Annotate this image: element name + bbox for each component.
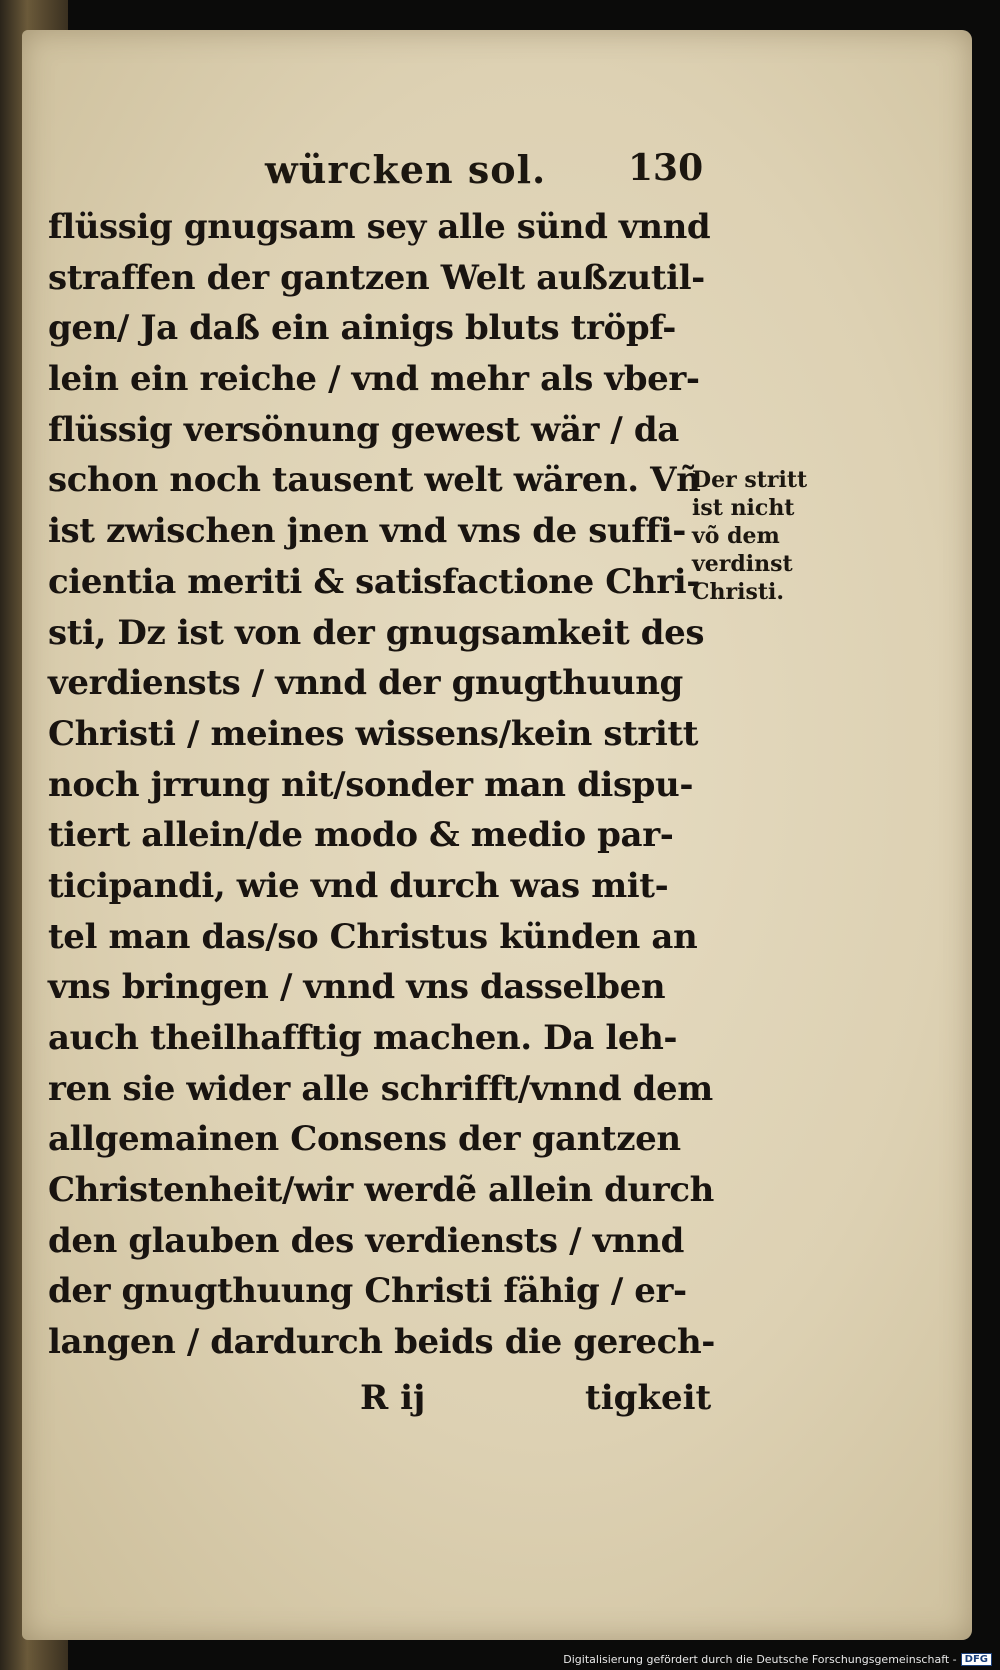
text-line: noch jrrung nit/sonder man dispu- <box>48 764 694 805</box>
text-line: straffen der gantzen Welt außzutil- <box>48 257 705 298</box>
catchword: tigkeit <box>585 1378 712 1418</box>
text-line: flüssig versönung gewest wär / da <box>48 409 679 450</box>
marginal-note-line: verdinst <box>692 551 793 577</box>
text-line: der gnugthuung Christi fähig / er- <box>48 1271 687 1312</box>
text-line: Christenheit/wir werdẽ allein durch <box>48 1170 714 1211</box>
text-line: ren sie wider alle schrifft/vnnd dem <box>48 1068 713 1109</box>
text-line: sti, Dz ist von der gnugsamkeit des <box>48 612 705 653</box>
marginal-note <box>692 466 842 606</box>
text-line: vns bringen / vnnd vns dasselben <box>48 967 666 1008</box>
text-line: lein ein reiche / vnd mehr als vber- <box>48 359 700 400</box>
credit-text: Digitalisierung gefördert durch die Deutsche Forschungsgemeinschaft - <box>563 1653 957 1666</box>
text-line: langen / dardurch beids die gerech- <box>48 1322 715 1363</box>
text-line: allgemainen Consens der gantzen <box>48 1119 681 1160</box>
text-line: cientia meriti & satisfactione Chri- <box>48 561 700 602</box>
marginal-note-line: Der stritt <box>692 467 808 493</box>
dfg-logo: DFG <box>961 1653 992 1666</box>
text-line: verdiensts / vnnd der gnugthuung <box>48 663 683 704</box>
text-line: schon noch tausent welt wären. Vñ <box>48 460 701 501</box>
text-line: tel man das/so Christus künden an <box>48 916 698 957</box>
text-line: ist zwischen jnen vnd vns de suffi- <box>48 511 686 552</box>
text-line: den glauben des verdiensts / vnnd <box>48 1220 684 1261</box>
marginal-note-line: Christi. <box>692 579 785 605</box>
text-line: tiert allein/de modo & medio par- <box>48 815 674 856</box>
text-line: flüssig gnugsam sey alle sünd vnnd <box>48 207 711 247</box>
body-text <box>48 202 715 1368</box>
marginal-note-line: võ dem <box>692 523 780 549</box>
running-head: würcken sol. <box>265 147 547 192</box>
page-number: 130 <box>628 147 704 189</box>
digitization-credit <box>563 1653 992 1666</box>
text-line: Christi / meines wissens/kein stritt <box>48 713 699 754</box>
marginal-note-line: ist nicht <box>692 495 795 521</box>
text-line: gen/ Ja daß ein ainigs bluts tröpf- <box>48 308 676 349</box>
text-line: ticipandi, wie vnd durch was mit- <box>48 865 669 906</box>
signature-mark: R ij <box>360 1378 426 1418</box>
text-line: auch theilhafftig machen. Da leh- <box>48 1018 678 1058</box>
